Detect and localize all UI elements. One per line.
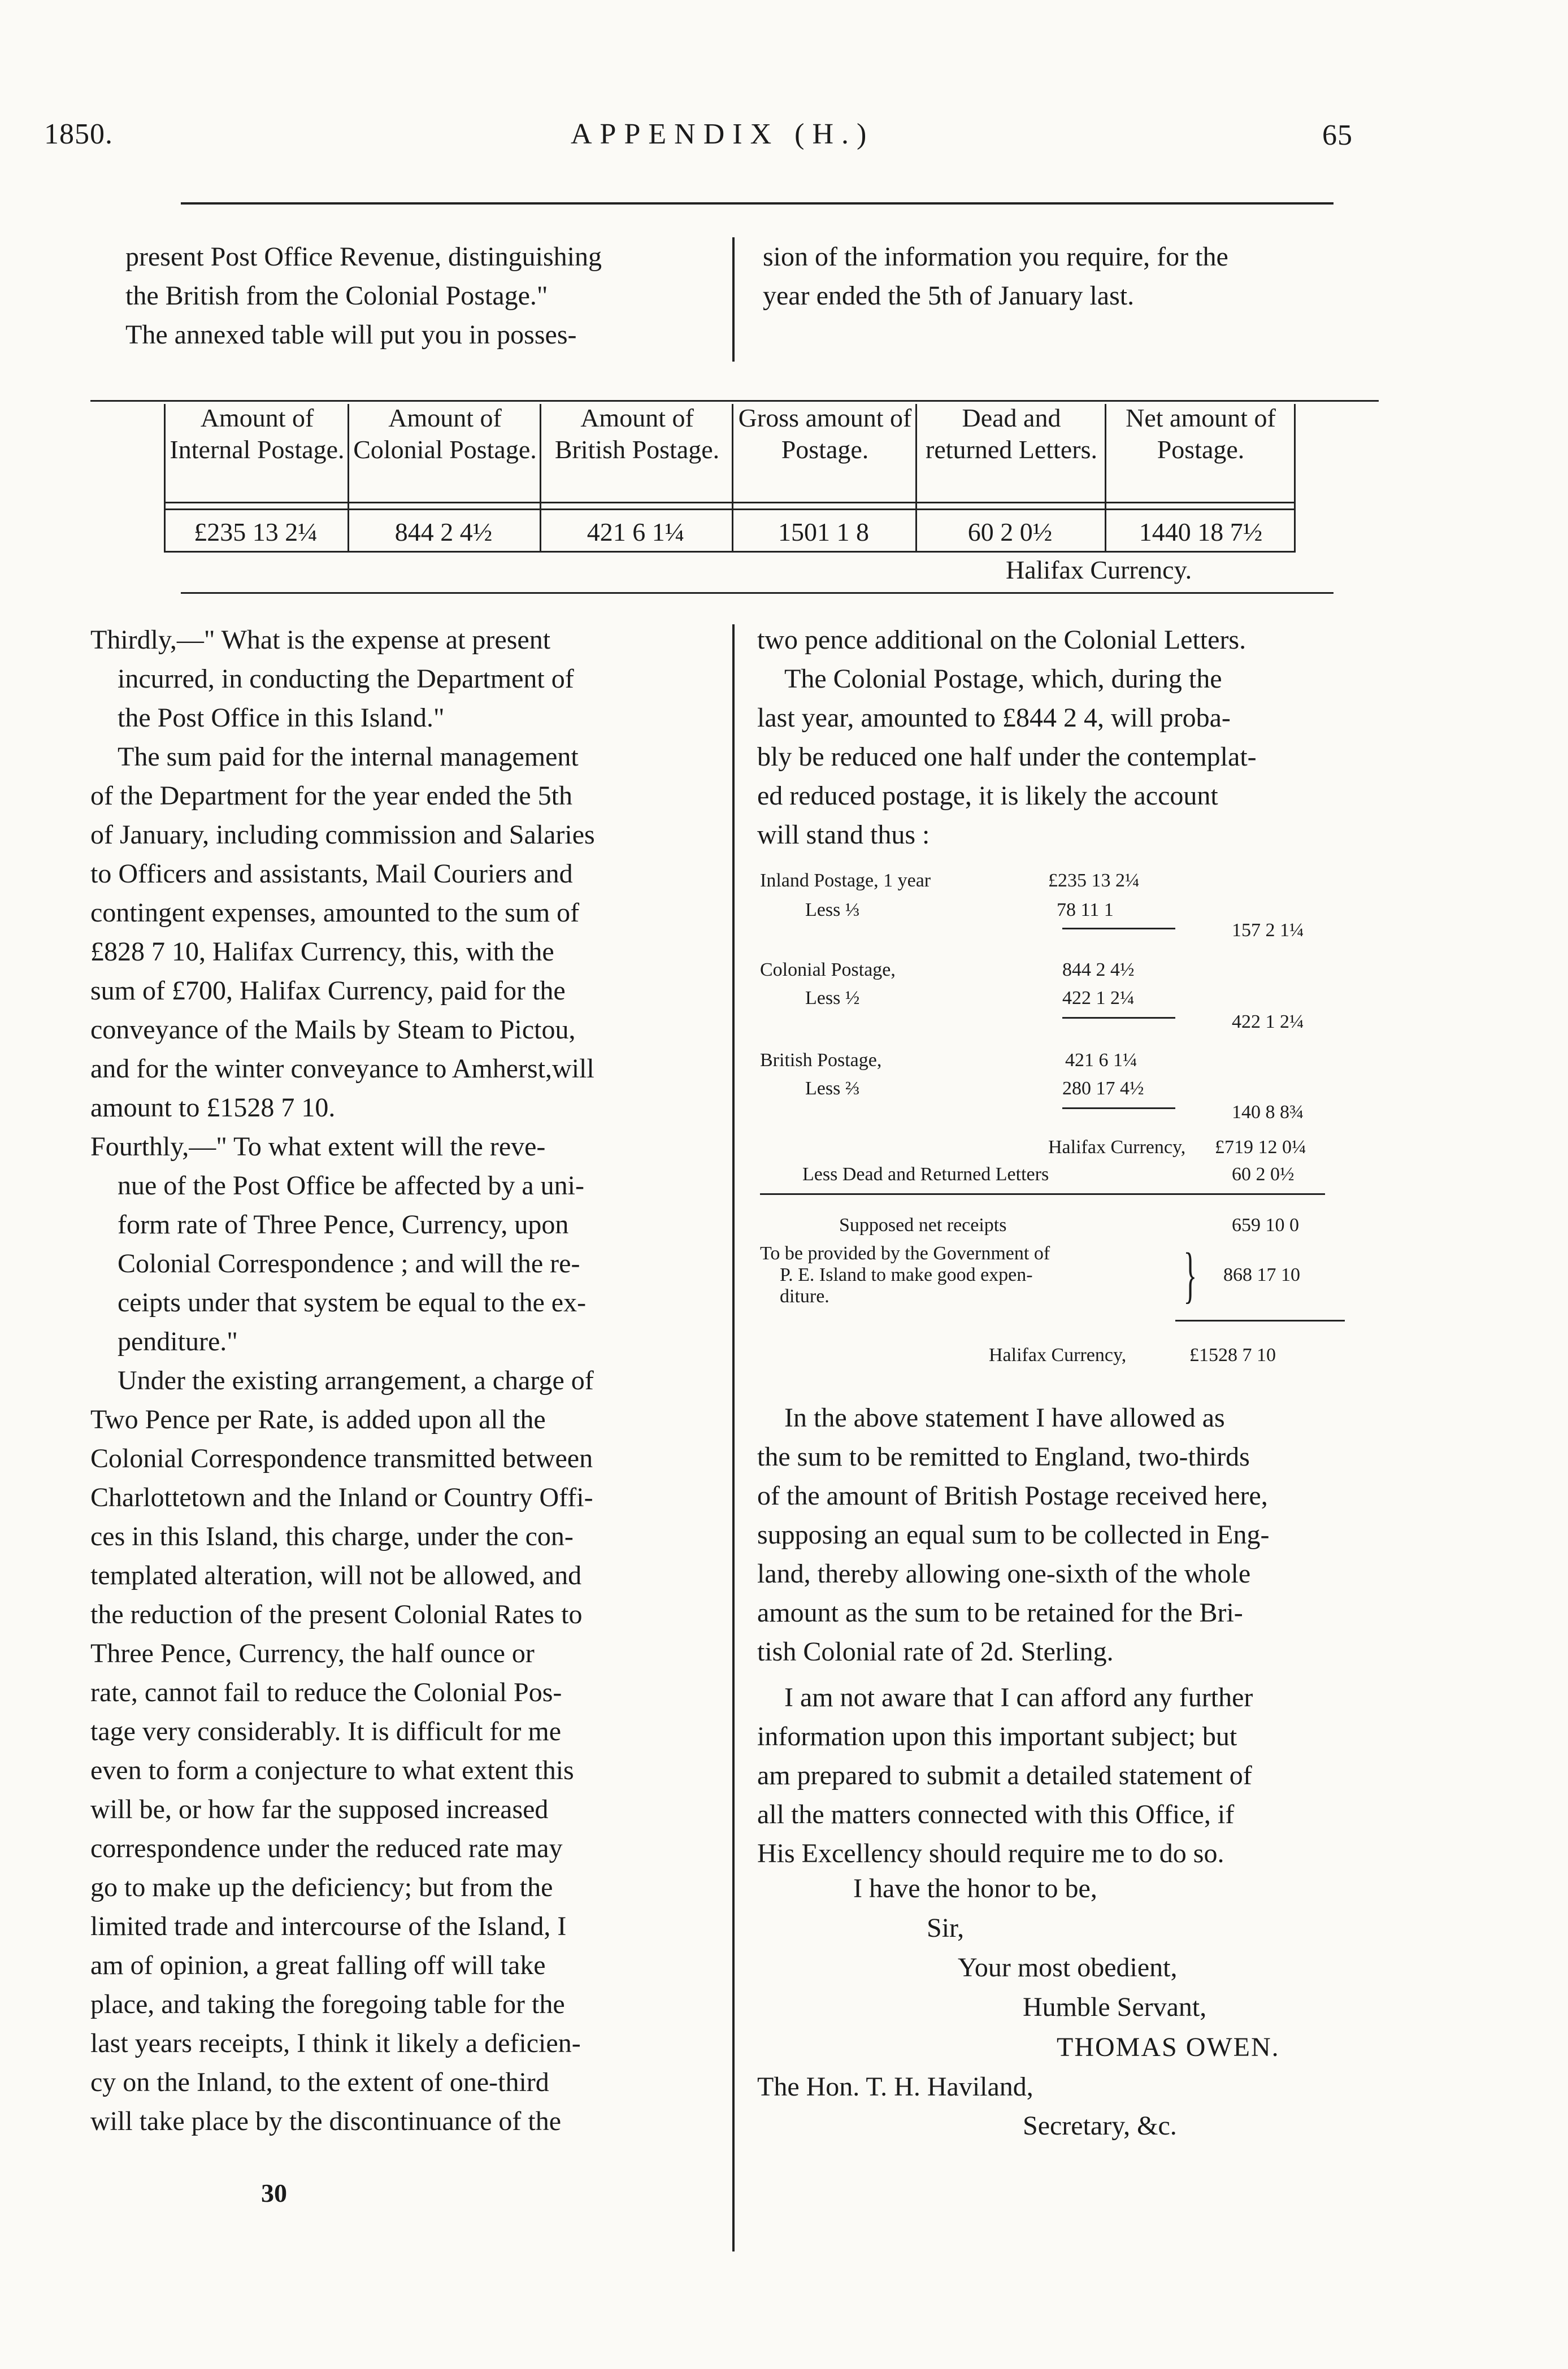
signature-mark: 30	[261, 2179, 287, 2207]
text-line: bly be reduced one half under the contemplat-	[757, 742, 1257, 772]
addressee-title: Secretary, &c.	[1023, 2111, 1177, 2141]
account-rule	[1062, 1017, 1175, 1019]
closing-sir: Sir,	[927, 1913, 965, 1943]
signatory-name: THOMAS OWEN.	[1057, 2032, 1280, 2062]
text-line: The sum paid for the internal management	[118, 742, 579, 772]
account-rule	[1062, 928, 1175, 929]
table-cell-colonial: 844 2 4½	[394, 518, 493, 546]
account-amount: 868 17 10	[1223, 1264, 1300, 1285]
text-line: His Excellency should require me to do so.	[757, 1838, 1224, 1868]
table-cell-british: 421 6 1¼	[587, 518, 685, 546]
text-line: amount as the sum to be retained for the Bri-	[757, 1598, 1243, 1628]
text-line: of the Department for the year ended the 5th	[90, 781, 572, 811]
table-right-border	[1294, 404, 1296, 551]
account-rule	[760, 1193, 1325, 1195]
account-amount: 659 10 0	[1232, 1215, 1299, 1236]
account-amount: 60 2 0½	[1232, 1164, 1295, 1185]
table-divider	[348, 404, 349, 551]
table-header-dead: Dead and returned Letters.	[926, 403, 1097, 464]
text-line: £828 7 10, Halifax Currency, this, with the	[90, 937, 554, 967]
brace-icon: }	[1183, 1240, 1197, 1309]
text-line: last year, amounted to £844 2 4, will proba-	[757, 703, 1231, 733]
text-line: will stand thus :	[757, 820, 930, 850]
text-line: information upon this important subject; but	[757, 1722, 1237, 1751]
text-line: Fourthly,—" To what extent will the reve-	[90, 1132, 546, 1162]
account-label: Less ⅔	[805, 1078, 860, 1099]
text-line: sum of £700, Halifax Currency, paid for the	[90, 976, 566, 1006]
account-label: Halifax Currency,	[989, 1345, 1127, 1366]
text-line: Charlottetown and the Inland or Country Offi-	[90, 1483, 593, 1512]
text-line: In the above statement I have allowed as	[784, 1403, 1225, 1433]
left-paragraph-thirdly	[90, 620, 706, 737]
table-divider	[915, 404, 917, 551]
text-line: ces in this Island, this charge, under the con-	[90, 1522, 574, 1551]
right-paragraph-colonial	[757, 659, 1379, 854]
table-cell-gross: 1501 1 8	[778, 518, 869, 546]
account-rule	[1062, 1107, 1175, 1109]
text-line: will take place by the discontinuance of the	[90, 2106, 562, 2136]
table-cell-dead: 60 2 0½	[967, 518, 1053, 546]
account-grand-total: £1528 7 10	[1189, 1345, 1276, 1366]
table-left-border	[164, 404, 166, 551]
account-label: diture.	[780, 1286, 829, 1307]
text-line: The Colonial Postage, which, during the	[784, 664, 1222, 694]
account-label: Halifax Currency,	[1048, 1137, 1186, 1158]
account-label: Inland Postage, 1 year	[760, 870, 931, 891]
text-line: cy on the Inland, to the extent of one-third	[90, 2067, 549, 2097]
text-line: go to make up the deficiency; but from the	[90, 1872, 553, 1902]
account-amount: 421 6 1¼	[1065, 1050, 1137, 1071]
table-header-gross: Gross amount of Postage.	[738, 403, 912, 464]
text-line: will be, or how far the supposed increased	[90, 1794, 549, 1824]
text-line: limited trade and intercourse of the Island, I	[90, 1911, 567, 1941]
account-label: Less ⅓	[805, 899, 860, 920]
account-subtotal: 422 1 2¼	[1232, 1011, 1304, 1032]
account-subtotal: 140 8 8¾	[1232, 1102, 1304, 1123]
text-line: I am not aware that I can afford any further	[784, 1683, 1253, 1712]
text-line: rate, cannot fail to reduce the Colonial Pos-	[90, 1677, 562, 1707]
text-line: the reduction of the present Colonial Rates to	[90, 1599, 583, 1629]
text-line: the Post Office in this Island."	[118, 703, 445, 733]
table-header-internal: Amount of Internal Postage.	[170, 403, 345, 464]
page-title: APPENDIX (H.)	[571, 118, 875, 150]
text-line: penditure."	[118, 1327, 238, 1357]
text-line: year ended the 5th of January last.	[763, 281, 1135, 311]
text-line: form rate of Three Pence, Currency, upon	[118, 1210, 569, 1240]
text-line: ed reduced postage, it is likely the account	[757, 781, 1218, 811]
top-right-paragraph	[763, 237, 1356, 315]
account-label: British Postage,	[760, 1050, 882, 1071]
text-line: place, and taking the foregoing table for the	[90, 1989, 565, 2019]
account-total: £719 12 0¼	[1215, 1137, 1306, 1158]
text-line: am prepared to submit a detailed statement of	[757, 1761, 1252, 1790]
account-amount: 78 11 1	[1057, 899, 1114, 920]
header-rule	[181, 202, 1334, 205]
text-line: and for the winter conveyance to Amherst,will	[90, 1054, 594, 1084]
text-line: even to form a conjecture to what extent this	[90, 1755, 574, 1785]
account-rule	[1175, 1320, 1345, 1322]
text-line: tish Colonial rate of 2d. Sterling.	[757, 1637, 1114, 1667]
account-label: Colonial Postage,	[760, 959, 896, 980]
currency-note: Halifax Currency.	[1006, 555, 1192, 584]
closing-servant: Humble Servant,	[1023, 1992, 1207, 2022]
text-line: am of opinion, a great falling off will take	[90, 1950, 546, 1980]
text-line: templated alteration, will not be allowed, and	[90, 1561, 582, 1590]
account-amount: 422 1 2¼	[1062, 988, 1135, 1009]
account-label: P. E. Island to make good expen-	[780, 1264, 1033, 1285]
text-line: nue of the Post Office be affected by a uni-	[118, 1171, 584, 1201]
text-line: of January, including commission and Salaries	[90, 820, 595, 850]
text-line: amount to £1528 7 10.	[90, 1093, 336, 1123]
top-left-paragraph	[125, 237, 707, 354]
column-divider-top	[732, 237, 735, 362]
table-divider	[540, 404, 541, 551]
account-amount: 280 17 4½	[1062, 1078, 1144, 1099]
text-line: incurred, in conducting the Department of	[118, 664, 574, 694]
table-header-rule	[164, 502, 1296, 503]
account-amount: 844 2 4½	[1062, 959, 1135, 980]
table-cell-net: 1440 18 7½	[1139, 518, 1263, 546]
text-line: two pence additional on the Colonial Letters.	[757, 625, 1246, 655]
text-line: last years receipts, I think it likely a deficien-	[90, 2028, 581, 2058]
left-paragraph-fourthly	[90, 1127, 706, 1361]
column-divider	[732, 624, 735, 2251]
text-line: Two Pence per Rate, is added upon all the	[90, 1405, 546, 1435]
table-header-british: Amount of British Postage.	[554, 403, 720, 464]
right-paragraph-aware	[757, 1678, 1379, 1873]
right-paragraph-statement	[757, 1398, 1379, 1671]
text-line: The annexed table will put you in posses-	[125, 320, 577, 350]
text-line: Colonial Correspondence transmitted between	[90, 1444, 593, 1473]
text-line: to Officers and assistants, Mail Couriers and	[90, 859, 573, 889]
text-line: the sum to be remitted to England, two-thirds	[757, 1442, 1250, 1472]
closing-obedient: Your most obedient,	[958, 1953, 1178, 1983]
table-header-colonial: Amount of Colonial Postage.	[353, 403, 537, 464]
text-line: contingent expenses, amounted to the sum of	[90, 898, 580, 928]
table-header-rule	[164, 508, 1296, 510]
text-line: the British from the Colonial Postage."	[125, 281, 548, 311]
text-line: conveyance of the Mails by Steam to Pictou,	[90, 1015, 576, 1045]
table-end-rule	[181, 592, 1334, 594]
table-cell-internal: £235 13 2¼	[194, 518, 318, 546]
text-line: all the matters connected with this Office, if	[757, 1799, 1235, 1829]
closing-honor: I have the honor to be,	[853, 1874, 1097, 1903]
table-header-net: Net amount of Postage.	[1126, 403, 1276, 464]
text-line: tage very considerably. It is difficult for me	[90, 1716, 562, 1746]
header-year: 1850.	[44, 118, 113, 150]
account-subtotal: 157 2 1¼	[1232, 920, 1304, 941]
account-label: To be provided by the Government of	[760, 1243, 1050, 1264]
left-paragraph-arrangement	[90, 1361, 706, 2141]
text-line: of the amount of British Postage received here,	[757, 1481, 1268, 1511]
addressee: The Hon. T. H. Haviland,	[757, 2072, 1033, 2102]
text-line: land, thereby allowing one-sixth of the whole	[757, 1559, 1251, 1589]
text-line: Under the existing arrangement, a charge of	[118, 1366, 594, 1396]
account-label: Less Dead and Returned Letters	[802, 1164, 1049, 1185]
table-divider	[732, 404, 733, 551]
text-line: Three Pence, Currency, the half ounce or	[90, 1638, 535, 1668]
account-amount: £235 13 2¼	[1048, 870, 1140, 891]
page-number: 65	[1322, 119, 1353, 151]
left-paragraph-sum	[90, 737, 706, 1127]
table-top-rule	[90, 400, 1379, 402]
right-paragraph-pence	[757, 620, 1379, 659]
text-line: sion of the information you require, for the	[763, 242, 1228, 272]
text-line: ceipts under that system be equal to the ex-	[118, 1288, 587, 1318]
text-line: supposing an equal sum to be collected in Eng-	[757, 1520, 1270, 1550]
text-line: present Post Office Revenue, distinguishing	[125, 242, 602, 272]
text-line: correspondence under the reduced rate may	[90, 1833, 563, 1863]
account-label: Less ½	[805, 988, 860, 1009]
table-divider	[1105, 404, 1106, 551]
table-bottom-rule	[164, 551, 1296, 553]
account-label: Supposed net receipts	[839, 1215, 1007, 1236]
text-line: Thirdly,—" What is the expense at present	[90, 625, 551, 655]
text-line: Colonial Correspondence ; and will the re-	[118, 1249, 580, 1279]
